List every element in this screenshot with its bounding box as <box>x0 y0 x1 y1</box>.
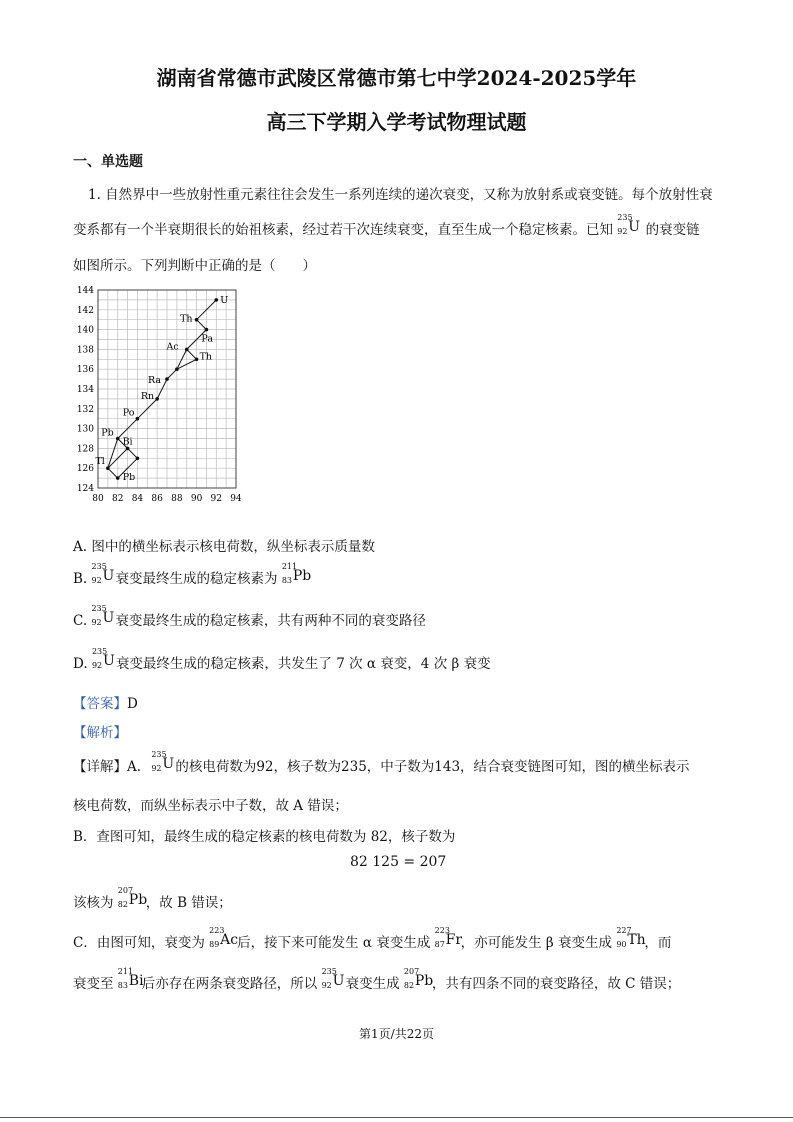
decay-point <box>195 318 199 322</box>
nuclide-u235: 235 92 U <box>321 967 345 990</box>
nuclide-u235: 235 92 U <box>91 562 115 585</box>
y-tick-label: 144 <box>76 286 94 296</box>
option-a: A. 图中的横坐标表示核电荷数，纵坐标表示质量数 <box>73 539 375 555</box>
point-label: Th <box>199 351 213 363</box>
nuclide-pb207: 207 82 Pb <box>117 886 148 909</box>
y-tick-label: 138 <box>76 345 94 356</box>
page-bottom-rule <box>0 1117 793 1118</box>
detail-a-line-1: 【详解】A. 235 92 U 的核电荷数为92，核子数为235，中子数为143，结合衰变链图可知，图的横坐标表示 <box>73 750 690 775</box>
decay-point <box>175 367 179 371</box>
detail-b-line-1: B．查图可知，最终生成的稳定核素的核电荷数为 82，核子数为 <box>73 829 456 845</box>
decay-point <box>136 457 140 461</box>
x-tick-label: 92 <box>210 494 223 504</box>
decay-segment <box>197 320 207 330</box>
point-label: Pb <box>101 427 114 439</box>
point-label: U <box>220 294 229 306</box>
title-line-2: 高三下学期入学考试物理试题 <box>266 110 527 134</box>
option-c: C. 235 92 U 衰变最终生成的稳定核素，共有两种不同的衰变路径 <box>73 604 426 629</box>
question-line-3: 如图所示。下列判断中正确的是（ ） <box>73 258 316 274</box>
detail-label: 【详解】 <box>73 759 127 775</box>
point-label: Rn <box>140 390 155 402</box>
decay-point <box>116 437 120 441</box>
decay-point <box>106 466 110 470</box>
page-footer: 第1页/共22页 <box>359 1027 434 1041</box>
x-tick-label: 80 <box>92 494 104 504</box>
y-tick-label: 142 <box>76 305 94 316</box>
x-tick-label: 88 <box>171 494 183 504</box>
x-tick-label: 82 <box>111 494 124 504</box>
nuclide-u235: 235 92 U <box>151 750 175 773</box>
answer-label: 【答案】 <box>73 696 127 712</box>
decay-point <box>185 348 189 352</box>
analysis-label: 【解析】 <box>73 725 127 741</box>
decay-segment <box>128 448 138 458</box>
decay-point <box>116 476 120 480</box>
point-label: Tl <box>95 456 105 468</box>
nuclide-fr223: 223 87 Fr <box>434 926 463 949</box>
option-d: D. 235 92 U 衰变最终生成的稳定核素，共发生了 7 次 α 衰变，4 次 β 衰变 <box>73 647 491 672</box>
decay-point <box>205 328 209 332</box>
detail-c-line-1: C．由图可知，衰变为 223 89 Ac 后，接下来可能发生 α 衰变生成 223 87 Fr ，亦可能发生 β 衰变生成 227 90 Th ，而 <box>73 926 672 951</box>
answer-row <box>73 692 138 712</box>
decay-segment <box>167 369 177 379</box>
y-tick-label: 136 <box>76 365 94 376</box>
decay-point <box>214 298 218 302</box>
y-tick-label: 134 <box>76 385 94 395</box>
detail-c-line-2: 衰变至 211 83 Bi 后亦存在两条衰变路径，所以 235 92 U 衰变生成 207 82 Pb ，共有四条不同的衰变路径，故 C 错误； <box>73 967 681 992</box>
nuclide-pb207: 207 82 Pb <box>403 967 434 990</box>
y-tick-label: 124 <box>76 484 94 494</box>
x-tick-label: 94 <box>230 494 242 504</box>
y-tick-label: 126 <box>76 464 94 475</box>
nuclide-u235: 235 92 U <box>91 604 115 627</box>
nuclide-pb211: 211 83 Pb <box>281 562 312 585</box>
nuclide-th227: 227 90 Th <box>616 926 646 949</box>
answer-value: D <box>127 696 138 712</box>
decay-segment <box>108 468 118 478</box>
x-tick-label: 90 <box>190 494 203 504</box>
question-line-1: 1. 自然界中一些放射性重元素往往会发生一系列连续的递次衰变，又称为放射系或衰变链。每个放射性衰 <box>88 187 713 203</box>
point-label: Th <box>180 313 193 325</box>
decay-point <box>136 417 140 421</box>
decay-segment <box>187 349 197 359</box>
option-b: B. 235 92 U 衰变最终生成的稳定核素为 211 83 Pb <box>73 562 312 587</box>
y-tick-label: 128 <box>76 444 94 455</box>
y-tick-label: 132 <box>76 404 94 415</box>
x-tick-label: 84 <box>131 494 144 504</box>
point-label: Po <box>122 407 135 419</box>
x-tick-label: 86 <box>151 494 163 504</box>
decay-chain-chart <box>62 282 252 504</box>
point-label: Pb <box>122 472 136 484</box>
point-label: Bi <box>122 436 133 448</box>
point-label: Ra <box>147 375 161 387</box>
title-line-1: 湖南省常德市武陵区常德市第七中学2024-2025学年 <box>156 66 637 90</box>
y-tick-label: 130 <box>76 424 94 435</box>
detail-a-line-2: 核电荷数，而纵坐标表示中子数，故 A 错误； <box>73 798 348 814</box>
section-heading: 一、单选题 <box>73 154 143 170</box>
detail-b-line-3: 该核为 207 82 Pb ，故 B 错误； <box>73 886 232 911</box>
question-line-2 <box>73 213 700 238</box>
nuclide-u235: 235 92 U <box>91 647 115 670</box>
decay-point <box>165 377 169 381</box>
decay-point <box>155 397 159 401</box>
point-label: Ac <box>166 341 179 353</box>
decay-point <box>195 358 199 362</box>
y-tick-label: 140 <box>76 325 94 336</box>
nuclide-bi211: 211 83 Bi <box>117 967 144 990</box>
question-line-2a: 变系都有一个半衰期很长的始祖核素，经过若干次连续衰变，直至生成一个稳定核素。已知 <box>73 222 613 238</box>
detail-b-equation: 82 125 = 207 <box>350 854 447 870</box>
point-label: Pa <box>201 333 214 345</box>
nuclide-u235: 235 92 U <box>617 213 641 236</box>
question-line-2b: 的衰变链 <box>645 222 700 238</box>
nuclide-ac223: 223 89 Ac <box>209 926 239 949</box>
